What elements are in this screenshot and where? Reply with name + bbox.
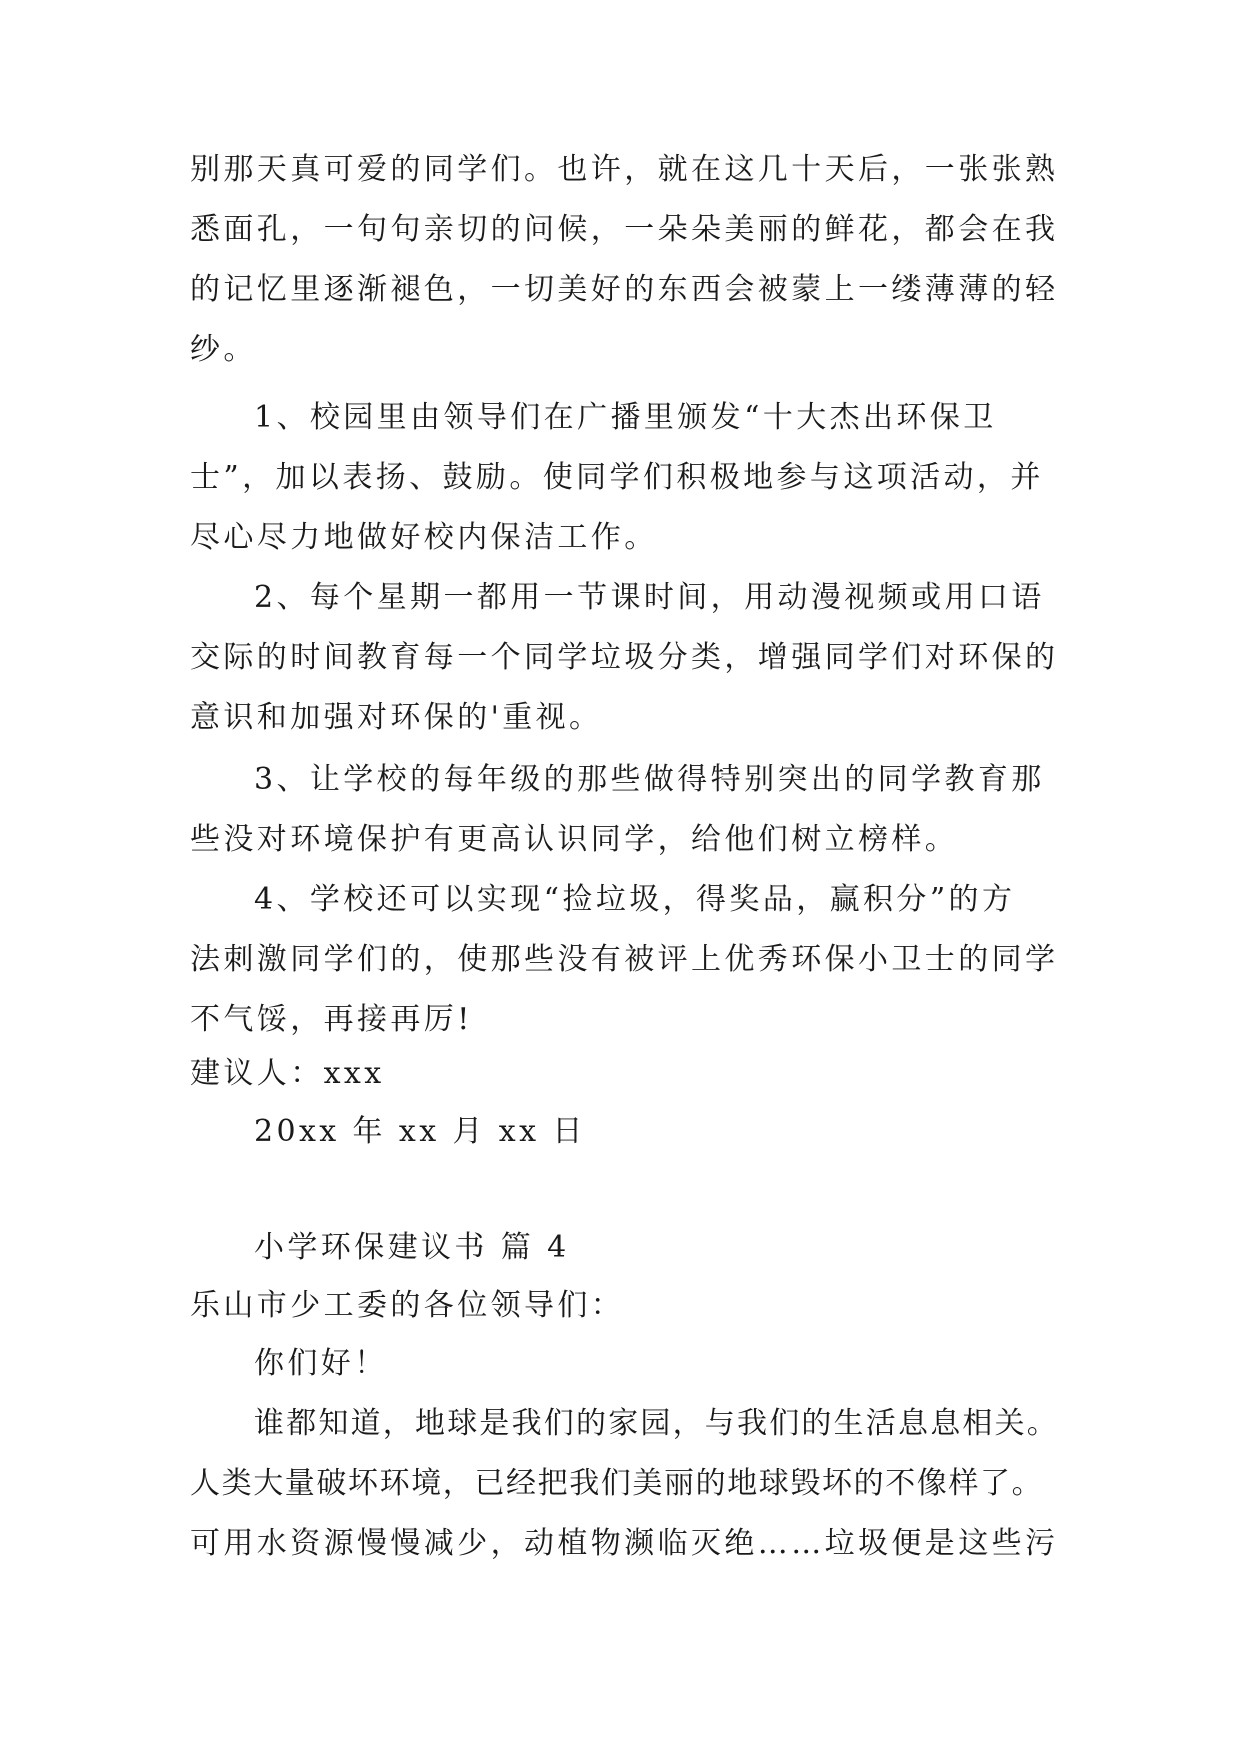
text-line: 别那天真可爱的同学们。也许，就在这几十天后，一张张熟 <box>190 152 1059 187</box>
text-line: 可用水资源慢慢减少，动植物濒临灭绝……垃圾便是这些污 <box>190 1526 1059 1561</box>
text-line: 些没对环境保护有更高认识同学，给他们树立榜样。 <box>190 822 959 857</box>
text-line: 法刺激同学们的，使那些没有被评上优秀环保小卫士的同学 <box>190 942 1059 977</box>
text-line: 1、校园里由领导们在广播里颁发“十大杰出环保卫 <box>254 400 997 435</box>
text-line: 不气馁，再接再厉! <box>190 1002 473 1037</box>
section-heading: 小学环保建议书 篇 4 <box>254 1230 570 1265</box>
date-line: 20xx 年 xx 月 xx 日 <box>254 1114 586 1149</box>
text-line: 3、让学校的每年级的那些做得特别突出的同学教育那 <box>254 762 1045 797</box>
text-line: 2、每个星期一都用一节课时间，用动漫视频或用口语 <box>254 580 1045 615</box>
signer-line: 建议人：xxx <box>190 1056 385 1091</box>
text-line: 尽心尽力地做好校内保洁工作。 <box>190 520 658 555</box>
text-line: 谁都知道，地球是我们的家园，与我们的生活息息相关。 <box>254 1406 1059 1441</box>
text-line: 纱。 <box>190 332 257 367</box>
text-line: 士”，加以表扬、鼓励。使同学们积极地参与这项活动，并 <box>190 460 1044 495</box>
greeting-line: 你们好！ <box>254 1346 388 1381</box>
text-line: 的记忆里逐渐褪色，一切美好的东西会被蒙上一缕薄薄的轻 <box>190 272 1059 307</box>
text-line: 意识和加强对环保的'重视。 <box>190 700 603 735</box>
salutation-line: 乐山市少工委的各位领导们： <box>190 1288 625 1323</box>
text-line: 悉面孔，一句句亲切的问候，一朵朵美丽的鲜花，都会在我 <box>190 212 1059 247</box>
document-page <box>190 0 1070 1754</box>
text-line: 人类大量破坏环境，已经把我们美丽的地球毁坏的不像样了。 <box>190 1466 1044 1501</box>
text-line: 交际的时间教育每一个同学垃圾分类，增强同学们对环保的 <box>190 640 1059 675</box>
text-line: 4、学校还可以实现“捡垃圾，得奖品，赢积分”的方 <box>254 882 1016 917</box>
